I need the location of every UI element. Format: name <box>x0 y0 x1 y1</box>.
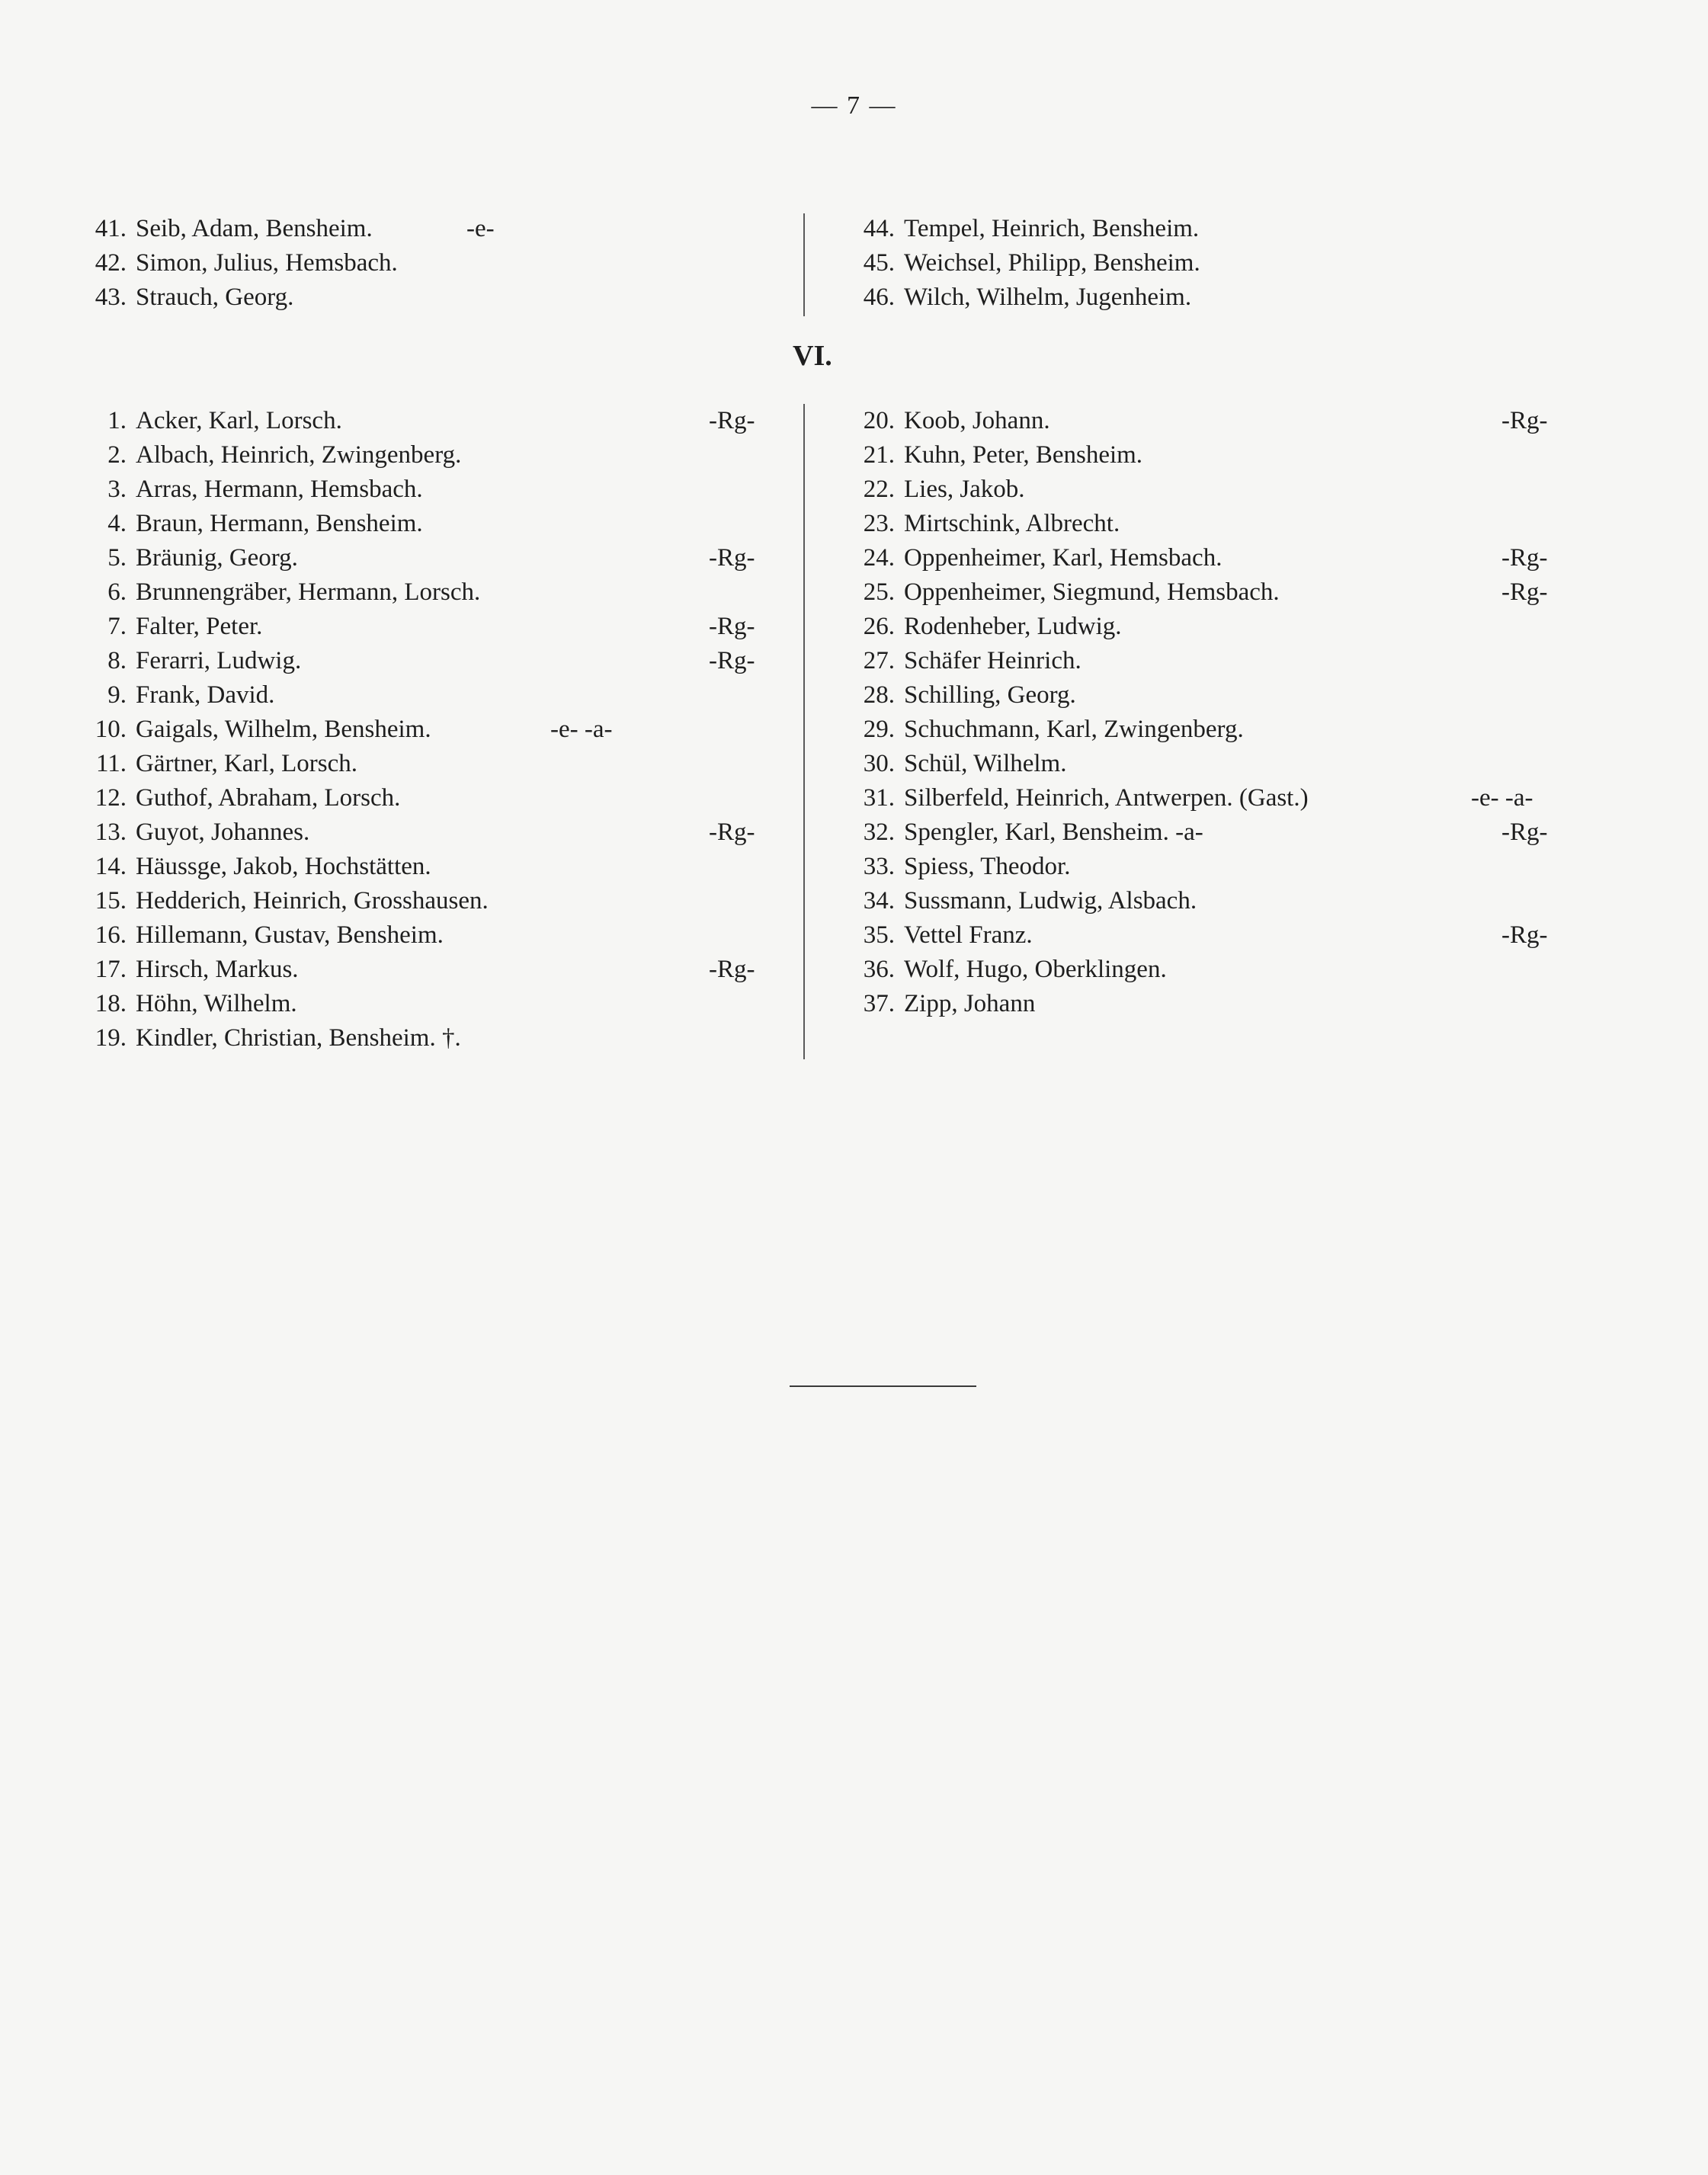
entry-mark: -e- -a- <box>1471 784 1533 812</box>
list-item <box>838 280 1570 315</box>
entry-name: Mirtschink, Albrecht. <box>904 510 1120 537</box>
list-item <box>838 246 1570 280</box>
entry-number: 27. <box>863 647 895 674</box>
list-item <box>838 815 1570 850</box>
entry-name: Lies, Jakob. <box>904 476 1025 503</box>
entry-number: 30. <box>863 750 895 777</box>
list-item <box>838 987 1570 1021</box>
list-item <box>838 713 1570 747</box>
list-item <box>838 644 1570 678</box>
end-rule <box>790 1385 976 1387</box>
entry-mark: -Rg- <box>709 818 755 846</box>
entry-name: Seib, Adam, Bensheim. <box>136 215 373 242</box>
entry-name: Spiess, Theodor. <box>904 853 1071 880</box>
entry-number: 17. <box>95 956 127 983</box>
entry-mark: -e- -a- <box>550 716 613 743</box>
entry-number: 29. <box>863 716 895 743</box>
entry-number: 8. <box>107 647 127 674</box>
class-v-left-column <box>70 212 779 315</box>
entry-mark: -Rg- <box>709 613 755 640</box>
entry-number: 14. <box>95 853 127 880</box>
entry-number: 16. <box>95 921 127 949</box>
entry-number: 36. <box>863 956 895 983</box>
list-item <box>838 610 1570 644</box>
list-item <box>70 212 779 246</box>
column-divider-top <box>803 213 805 316</box>
entry-number: 24. <box>863 544 895 572</box>
list-item <box>838 850 1570 884</box>
list-item <box>70 246 779 280</box>
class-vi-heading: VI. <box>793 340 832 372</box>
entry-mark: -Rg- <box>1501 578 1548 606</box>
entry-name: Höhn, Wilhelm. <box>136 990 297 1017</box>
entry-number: 7. <box>107 613 127 640</box>
list-item <box>70 713 779 747</box>
list-item <box>70 781 779 815</box>
entry-name: Acker, Karl, Lorsch. <box>136 407 342 434</box>
list-item <box>70 280 779 315</box>
entry-number: 33. <box>863 853 895 880</box>
entry-number: 19. <box>95 1024 127 1052</box>
list-item <box>838 747 1570 781</box>
class-vi-right-column <box>838 404 1570 1021</box>
entry-number: 41. <box>95 215 127 242</box>
list-item <box>70 404 779 438</box>
list-item <box>70 610 779 644</box>
entry-number: 23. <box>863 510 895 537</box>
list-item <box>838 541 1570 575</box>
list-item <box>70 987 779 1021</box>
entry-number: 46. <box>863 283 895 311</box>
entry-number: 37. <box>863 990 895 1017</box>
entry-name: Guyot, Johannes. <box>136 818 310 846</box>
entry-name: Schäfer Heinrich. <box>904 647 1082 674</box>
entry-name: Kuhn, Peter, Bensheim. <box>904 441 1143 469</box>
entry-name: Hirsch, Markus. <box>136 956 299 983</box>
page-number: — 7 — <box>811 91 897 120</box>
entry-number: 21. <box>863 441 895 469</box>
entry-number: 13. <box>95 818 127 846</box>
entry-name: Arras, Hermann, Hemsbach. <box>136 476 423 503</box>
entry-number: 10. <box>95 716 127 743</box>
entry-name: Hedderich, Heinrich, Grosshausen. <box>136 887 489 915</box>
entry-number: 20. <box>863 407 895 434</box>
list-item <box>70 644 779 678</box>
entry-name: Schuchmann, Karl, Zwingenberg. <box>904 716 1244 743</box>
entry-name: Zipp, Johann <box>904 990 1036 1017</box>
entry-name: Wilch, Wilhelm, Jugenheim. <box>904 283 1192 311</box>
list-item <box>70 1021 779 1055</box>
list-item <box>838 781 1570 815</box>
list-item <box>70 850 779 884</box>
entry-number: 34. <box>863 887 895 915</box>
entry-name: Ferarri, Ludwig. <box>136 647 302 674</box>
entry-name: Guthof, Abraham, Lorsch. <box>136 784 401 812</box>
list-item <box>838 404 1570 438</box>
entry-name: Hillemann, Gustav, Bensheim. <box>136 921 444 949</box>
list-item <box>838 953 1570 987</box>
entry-name: Schilling, Georg. <box>904 681 1076 709</box>
entry-name: Strauch, Georg. <box>136 283 294 311</box>
list-item <box>70 953 779 987</box>
entry-name: Brunnengräber, Hermann, Lorsch. <box>136 578 481 606</box>
entry-mark: -Rg- <box>1501 818 1548 846</box>
entry-name: Häussge, Jakob, Hochstätten. <box>136 853 431 880</box>
entry-number: 3. <box>107 476 127 503</box>
entry-name: Silberfeld, Heinrich, Antwerpen. (Gast.) <box>904 784 1309 812</box>
entry-number: 4. <box>107 510 127 537</box>
class-v-right-column <box>838 212 1570 315</box>
entry-number: 26. <box>863 613 895 640</box>
list-item <box>838 472 1570 507</box>
entry-mark: -Rg- <box>1501 921 1548 949</box>
entry-mark: -Rg- <box>709 647 755 674</box>
class-vi-left-column <box>70 404 779 1055</box>
list-item <box>70 918 779 953</box>
entry-name: Gärtner, Karl, Lorsch. <box>136 750 357 777</box>
entry-number: 1. <box>107 407 127 434</box>
list-item <box>838 884 1570 918</box>
entry-name: Bräunig, Georg. <box>136 544 298 572</box>
list-item <box>838 575 1570 610</box>
list-item <box>838 507 1570 541</box>
entry-number: 32. <box>863 818 895 846</box>
entry-name: Albach, Heinrich, Zwingenberg. <box>136 441 462 469</box>
column-divider-main <box>803 404 805 1059</box>
list-item <box>838 678 1570 713</box>
list-item <box>70 678 779 713</box>
entry-number: 25. <box>863 578 895 606</box>
entry-name: Koob, Johann. <box>904 407 1050 434</box>
entry-number: 5. <box>107 544 127 572</box>
entry-number: 11. <box>95 750 127 777</box>
list-item <box>70 575 779 610</box>
list-item <box>838 918 1570 953</box>
entry-name: Sussmann, Ludwig, Alsbach. <box>904 887 1197 915</box>
entry-number: 15. <box>95 887 127 915</box>
entry-name: Oppenheimer, Karl, Hemsbach. <box>904 544 1223 572</box>
list-item <box>70 507 779 541</box>
entry-name: Falter, Peter. <box>136 613 263 640</box>
list-item <box>70 815 779 850</box>
entry-number: 45. <box>863 249 895 277</box>
entry-number: 6. <box>107 578 127 606</box>
entry-name: Weichsel, Philipp, Bensheim. <box>904 249 1200 277</box>
list-item <box>838 438 1570 472</box>
entry-number: 18. <box>95 990 127 1017</box>
entry-mark: -e- <box>466 215 495 242</box>
entry-mark: -Rg- <box>1501 407 1548 434</box>
entry-name: Wolf, Hugo, Oberklingen. <box>904 956 1167 983</box>
entry-number: 22. <box>863 476 895 503</box>
entry-name: Rodenheber, Ludwig. <box>904 613 1122 640</box>
entry-name: Oppenheimer, Siegmund, Hemsbach. <box>904 578 1280 606</box>
entry-number: 35. <box>863 921 895 949</box>
entry-number: 12. <box>95 784 127 812</box>
entry-name: Frank, David. <box>136 681 275 709</box>
entry-name: Braun, Hermann, Bensheim. <box>136 510 423 537</box>
entry-number: 44. <box>863 215 895 242</box>
list-item <box>70 438 779 472</box>
entry-number: 31. <box>863 784 895 812</box>
entry-mark: -Rg- <box>709 956 755 983</box>
entry-mark: -Rg- <box>709 544 755 572</box>
entry-name: Schül, Wilhelm. <box>904 750 1067 777</box>
entry-name: Vettel Franz. <box>904 921 1033 949</box>
entry-name: Tempel, Heinrich, Bensheim. <box>904 215 1200 242</box>
entry-number: 28. <box>863 681 895 709</box>
entry-name: Simon, Julius, Hemsbach. <box>136 249 398 277</box>
entry-number: 42. <box>95 249 127 277</box>
entry-number: 2. <box>107 441 127 469</box>
entry-name: Gaigals, Wilhelm, Bensheim. <box>136 716 431 743</box>
entry-mark: -Rg- <box>1501 544 1548 572</box>
list-item <box>70 472 779 507</box>
entry-number: 9. <box>107 681 127 709</box>
entry-mark: -Rg- <box>709 407 755 434</box>
entry-name: Spengler, Karl, Bensheim. -a- <box>904 818 1203 846</box>
entry-number: 43. <box>95 283 127 311</box>
list-item <box>70 884 779 918</box>
list-item <box>838 212 1570 246</box>
entry-name: Kindler, Christian, Bensheim. †. <box>136 1024 461 1052</box>
list-item <box>70 747 779 781</box>
list-item <box>70 541 779 575</box>
